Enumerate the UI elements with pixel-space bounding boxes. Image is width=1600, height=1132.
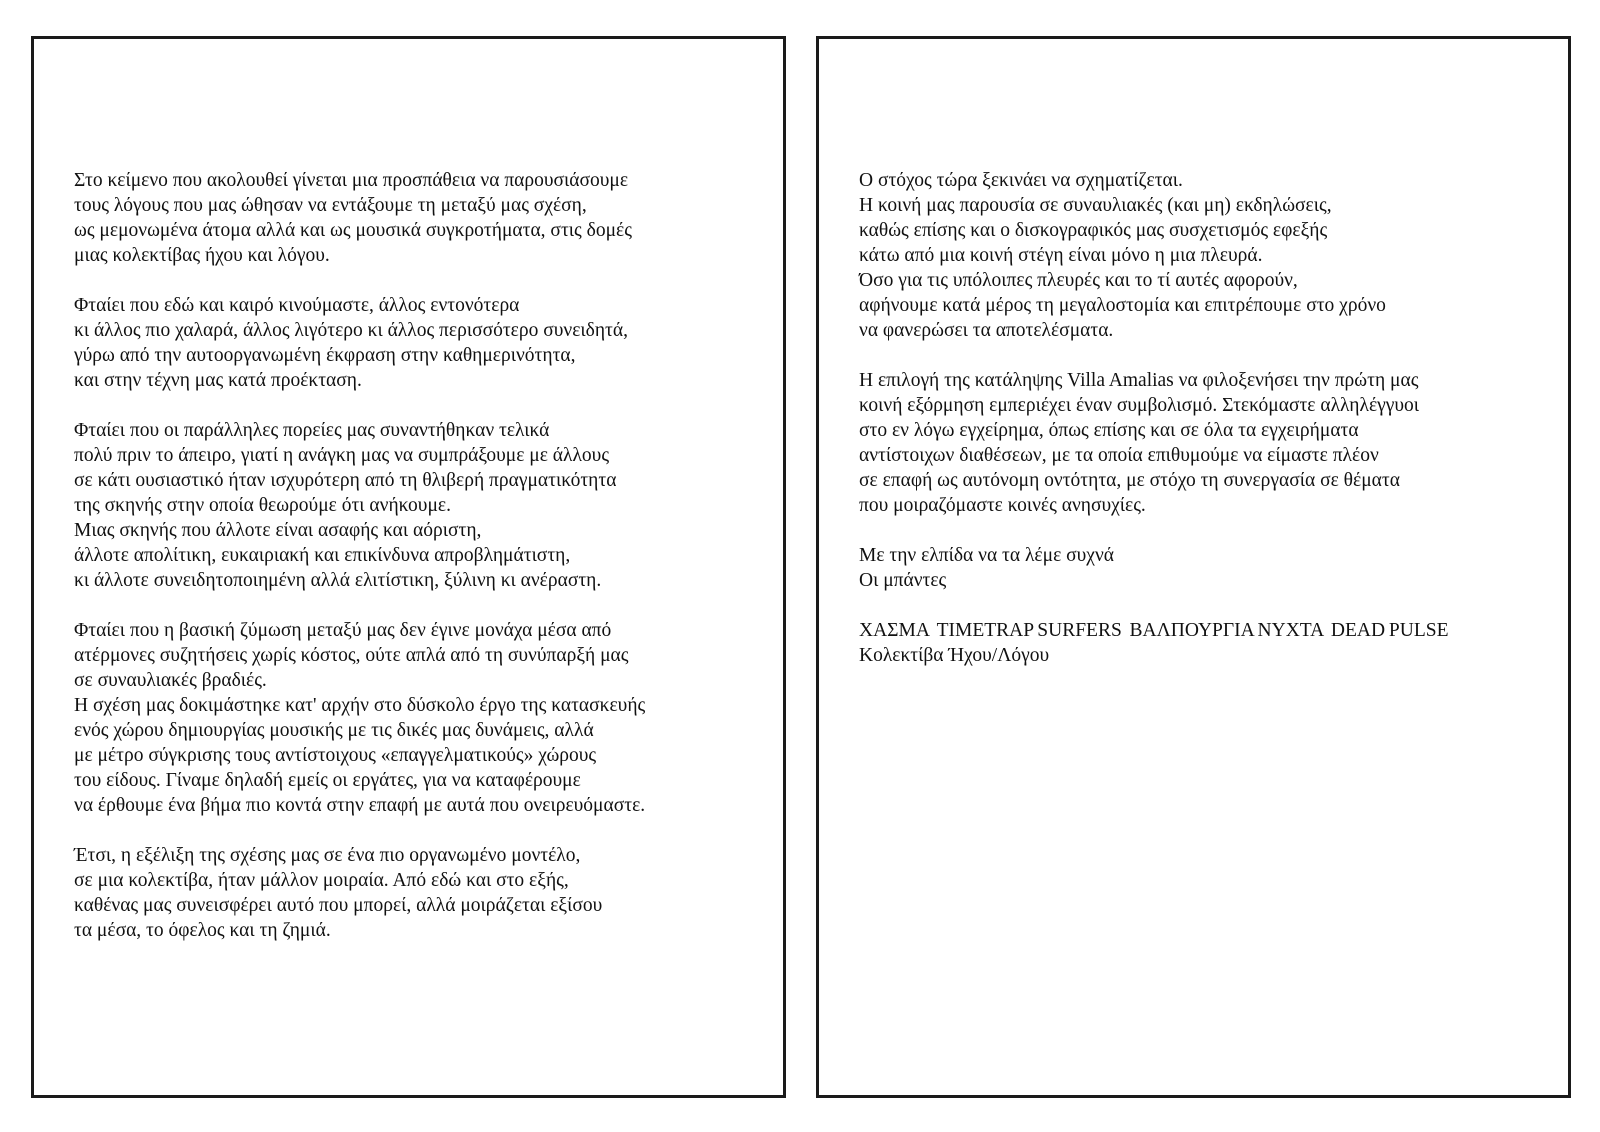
text-line: τα μέσα, το όφελος και τη ζημιά. [74,920,331,941]
text-line: Η κοινή μας παρουσία σε συναυλιακές (και μη) εκδηλώσεις, [859,195,1332,216]
text-line: κοινή εξόρμηση εμπεριέχει έναν συμβολισμό. Στεκόμαστε αλληλέγγυοι [859,395,1420,416]
text-line: Έτσι, η εξέλιξη της σχέσης μας σε ένα πιο οργανωμένο μοντέλο, [74,845,581,866]
text-line: Μιας σκηνής που άλλοτε είναι ασαφής και αόριστη, [74,520,482,541]
text-line: αφήνουμε κατά μέρος τη μεγαλοστομία και επιτρέπουμε στο χρόνο [859,295,1386,316]
band-names: ΧΑΣΜΑ TIMETRAP SURFERS ΒΑΛΠΟΥΡΓΙΑ ΝΥΧΤΑ DEAD PULSE [859,620,1449,641]
text-line: σε επαφή ως αυτόνομη οντότητα, με στόχο τη συνεργασία σε θέματα [859,470,1400,491]
right-page-paragraphs [859,168,1560,518]
text-line: Ο στόχος τώρα ξεκινάει να σχηματίζεται. [859,170,1183,191]
text-line: του είδους. Γίναμε δηλαδή εμείς οι εργάτες, για να καταφέρουμε [74,770,581,791]
text-line: με μέτρο σύγκρισης τους αντίστοιχους «επαγγελματικούς» χώρους [74,745,597,766]
text-line: κάτω από μια κοινή στέγη είναι μόνο η μια πλευρά. [859,245,1263,266]
text-line: Φταίει που εδώ και καιρό κινούμαστε, άλλος εντονότερα [74,295,520,316]
paragraph [74,618,775,818]
left-page-text [74,168,775,968]
text-line: σε κάτι ουσιαστικό ήταν ισχυρότερη από τη θλιβερή πραγματικότητα [74,470,617,491]
signature-line: Οι μπάντες [859,570,947,591]
text-line: ατέρμονες συζητήσεις χωρίς κόστος, ούτε απλά από τη συνύπαρξή μας [74,645,629,666]
text-line: να φανερώσει τα αποτελέσματα. [859,320,1114,341]
text-line: που μοιραζόμαστε κοινές ανησυχίες. [859,495,1146,516]
text-line: τους λόγους που μας ώθησαν να εντάξουμε τη μεταξύ μας σχέση, [74,195,587,216]
text-line: γύρω από την αυτοοργανωμένη έκφραση στην καθημερινότητα, [74,345,576,366]
paragraph [859,368,1560,518]
text-line: Η επιλογή της κατάληψης Villa Amalias να φιλοξενήσει την πρώτη μας [859,370,1419,391]
paragraph [859,168,1560,343]
text-line: κι άλλος πιο χαλαρά, άλλος λιγότερο κι άλλος περισσότερο συνειδητά, [74,320,628,341]
text-line: άλλοτε απολίτικη, ευκαιριακή και επικίνδυνα απροβλημάτιστη, [74,545,571,566]
text-line: να έρθουμε ένα βήμα πιο κοντά στην επαφή με αυτά που ονειρευόμαστε. [74,795,646,816]
text-line: ως μεμονωμένα άτομα αλλά και ως μουσικά συγκροτήματα, στις δομές [74,220,632,241]
text-line: και στην τέχνη μας κατά προέκταση. [74,370,362,391]
text-line: μιας κολεκτίβας ήχου και λόγου. [74,245,330,266]
text-line: σε μια κολεκτίβα, ήταν μάλλον μοιραία. Από εδώ και στο εξής, [74,870,569,891]
text-line: καθώς επίσης και ο δισκογραφικός μας συσχετισμός εφεξής [859,220,1328,241]
paragraph [74,293,775,393]
paragraph [74,843,775,943]
bands-block [859,618,1560,668]
text-line: κι άλλοτε συνειδητοποιημένη αλλά ελιτίστικη, ξύλινη κι ανέραστη. [74,570,602,591]
right-page [816,36,1571,1098]
text-line: Στο κείμενο που ακολουθεί γίνεται μια προσπάθεια να παρουσιάσουμε [74,170,629,191]
paragraph [74,418,775,593]
text-line: της σκηνής στην οποία θεωρούμε ότι ανήκουμε. [74,495,451,516]
left-page [31,36,786,1098]
collective-name: Κολεκτίβα Ήχου/Λόγου [859,645,1050,666]
text-line: ενός χώρου δημιουργίας μουσικής με τις δικές μας δυνάμεις, αλλά [74,720,594,741]
closing-line: Με την ελπίδα να τα λέμε συχνά [859,545,1114,566]
text-line: αντίστοιχων διαθέσεων, με τα οποία επιθυμούμε να είμαστε πλέον [859,445,1379,466]
text-line: Η σχέση μας δοκιμάστηκε κατ' αρχήν στο δύσκολο έργο της κατασκευής [74,695,646,716]
text-line: πολύ πριν το άπειρο, γιατί η ανάγκη μας να συμπράξουμε με άλλους [74,445,610,466]
text-line: Όσο για τις υπόλοιπες πλευρές και το τί αυτές αφορούν, [859,270,1298,291]
text-line: καθένας μας συνεισφέρει αυτό που μπορεί, αλλά μοιράζεται εξίσου [74,895,603,916]
text-line: Φταίει που η βασική ζύμωση μεταξύ μας δεν έγινε μονάχα μέσα από [74,620,612,641]
paragraph [74,168,775,268]
right-page-text [859,168,1560,693]
text-line: σε συναυλιακές βραδιές. [74,670,267,691]
text-line: Φταίει που οι παράλληλες πορείες μας συναντήθηκαν τελικά [74,420,550,441]
text-line: στο εν λόγω εγχείρημα, όπως επίσης και σε όλα τα εγχειρήματα [859,420,1359,441]
closing-block [859,543,1560,593]
